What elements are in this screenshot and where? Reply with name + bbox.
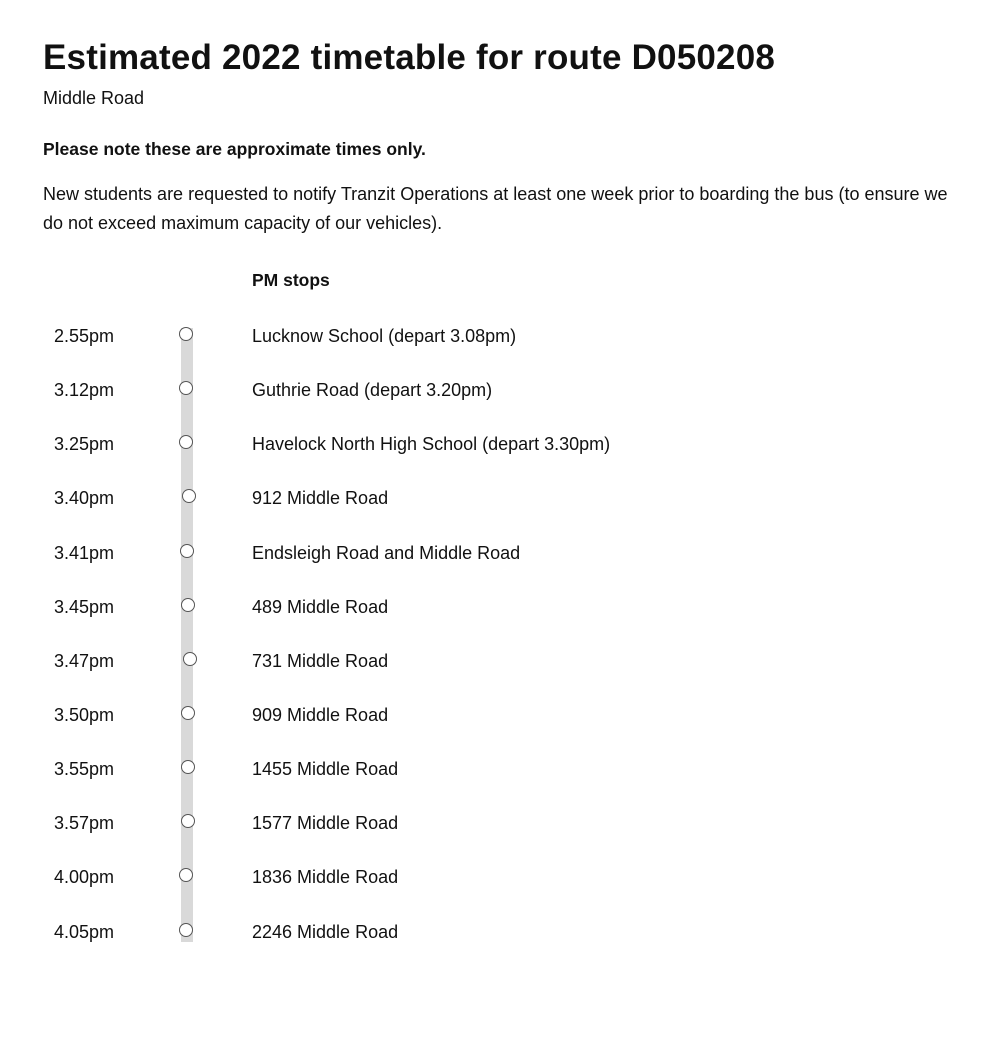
stop-time: 3.50pm (54, 705, 115, 725)
stop-time: 3.40pm (54, 488, 115, 508)
stop-circle-icon (179, 435, 193, 449)
stop-name: 489 Middle Road (252, 597, 389, 617)
stop-time: 3.57pm (54, 813, 115, 833)
stop-name: 1577 Middle Road (252, 813, 399, 833)
stop-name: Lucknow School (depart 3.08pm) (252, 326, 517, 346)
stop-circle-icon (181, 814, 195, 828)
stop-time: 3.12pm (54, 380, 115, 400)
stop-row (0, 862, 1004, 892)
stop-row (0, 808, 1004, 838)
page-title: Estimated 2022 timetable for route D050208 (43, 38, 776, 77)
stop-row (0, 483, 1004, 513)
stop-row (0, 538, 1004, 568)
stop-circle-icon (180, 544, 194, 558)
pm-stops-heading: PM stops (252, 270, 330, 290)
stop-row (0, 321, 1004, 351)
stop-row (0, 754, 1004, 784)
stop-time: 3.47pm (54, 651, 115, 671)
stop-time: 3.25pm (54, 434, 115, 454)
stop-circle-icon (181, 598, 195, 612)
stop-name: 912 Middle Road (252, 488, 389, 508)
stop-row (0, 700, 1004, 730)
stop-name: 1836 Middle Road (252, 867, 399, 887)
stop-name: 1455 Middle Road (252, 759, 399, 779)
new-students-notice: New students are requested to notify Tranzit Operations at least one week prior to boarding the bus (to ensure we do not exceed maximum capacity of our vehicles). (43, 184, 948, 233)
stop-row (0, 429, 1004, 459)
stop-circle-icon (179, 868, 193, 882)
stop-name: 2246 Middle Road (252, 922, 399, 942)
stop-name: Endsleigh Road and Middle Road (252, 543, 521, 563)
stop-row (0, 646, 1004, 676)
stop-row (0, 917, 1004, 947)
route-timeline-rail (181, 328, 193, 942)
stop-time: 4.00pm (54, 867, 115, 887)
stop-time: 3.41pm (54, 543, 115, 563)
stop-circle-icon (179, 923, 193, 937)
stop-circle-icon (181, 760, 195, 774)
stop-circle-icon (183, 652, 197, 666)
stop-time: 3.55pm (54, 759, 115, 779)
stop-name: 731 Middle Road (252, 651, 389, 671)
route-subtitle: Middle Road (43, 88, 145, 108)
stop-name: Guthrie Road (depart 3.20pm) (252, 380, 493, 400)
stop-circle-icon (182, 489, 196, 503)
document-page (43, 36, 963, 238)
approximate-times-note: Please note these are approximate times only. (43, 139, 426, 159)
stop-name: 909 Middle Road (252, 705, 389, 725)
stop-name: Havelock North High School (depart 3.30pm) (252, 434, 611, 454)
stop-time: 2.55pm (54, 326, 115, 346)
stop-circle-icon (179, 327, 193, 341)
stop-row (0, 592, 1004, 622)
stop-circle-icon (181, 706, 195, 720)
stop-time: 4.05pm (54, 922, 115, 942)
stop-circle-icon (179, 381, 193, 395)
stop-row (0, 375, 1004, 405)
stop-time: 3.45pm (54, 597, 115, 617)
